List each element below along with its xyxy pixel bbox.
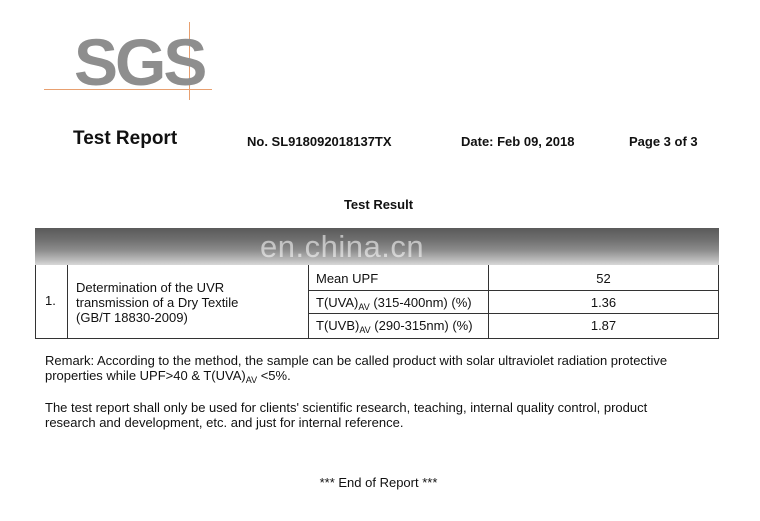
- param-mean-upf: Mean UPF: [316, 271, 379, 286]
- table-col-divider-1: [67, 265, 68, 339]
- table-row-divider-1: [308, 290, 719, 291]
- remark-line-1: Remark: According to the method, the sample can be called product with solar ultraviolet radiation protective: [45, 353, 668, 368]
- row-number: 1.: [45, 293, 56, 308]
- test-item-line-3: (GB/T 18830-2009): [76, 310, 188, 325]
- report-title: Test Report: [73, 128, 178, 149]
- remark-paragraph: [45, 353, 725, 383]
- report-date: Date: Feb 09, 2018: [461, 134, 575, 149]
- note-line-1: The test report shall only be used for clients' scientific research, teaching, internal quality control, product: [45, 400, 648, 415]
- param-tuvb: $T(UVB)_{AV}$ (290-315nm) (%): [316, 318, 473, 335]
- sgs-logo: SGS: [74, 25, 205, 99]
- remark-line-2: properties while UPF>40 & $T(UVA)_{AV} <5\%$.: [45, 368, 291, 385]
- usage-note-paragraph: [45, 400, 725, 430]
- page-indicator: Page 3 of 3: [629, 134, 698, 149]
- watermark: en.china.cn: [260, 229, 425, 264]
- test-item-line-2: transmission of a Dry Textile: [76, 295, 239, 310]
- value-tuvb: 1.87: [590, 318, 617, 333]
- table-col-divider-2: [308, 265, 309, 339]
- param-tuva: $T(UVA)_{AV}$ (315-400nm) (%): [316, 295, 472, 312]
- table-border-right: [718, 265, 719, 339]
- table-border-left: [35, 265, 36, 339]
- end-of-report: *** End of Report ***: [319, 475, 438, 490]
- section-title: Test Result: [343, 197, 414, 212]
- test-item-line-1: Determination of the UVR: [76, 280, 225, 295]
- table-row-divider-2: [308, 313, 719, 314]
- report-number: No. SL918092018137TX: [247, 134, 392, 149]
- value-mean-upf: 52: [596, 271, 611, 286]
- note-line-2: research and development, etc. and just for internal reference.: [45, 415, 404, 430]
- table-border-bottom: [35, 338, 719, 339]
- value-tuva: 1.36: [590, 295, 617, 310]
